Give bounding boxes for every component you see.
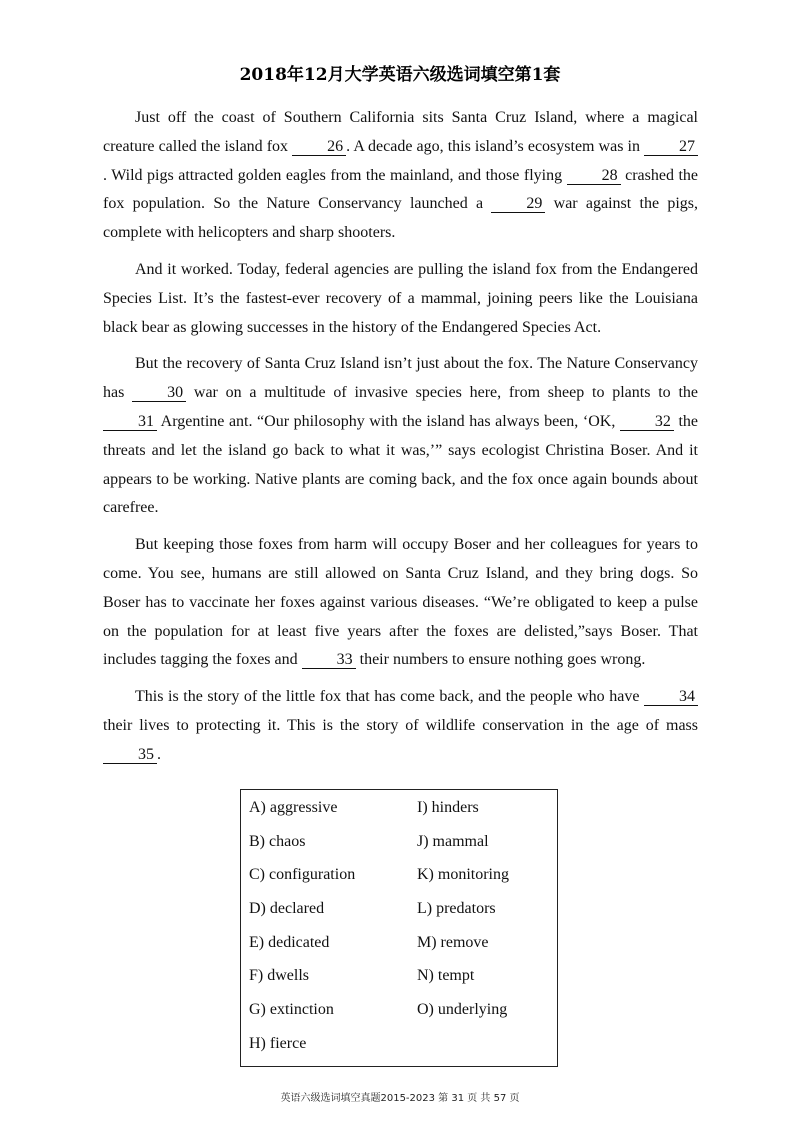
passage-text: But keeping those foxes from harm will occupy Boser and her colleagues for years to come. You see, humans are still allowed on Santa Cruz Island, and they bring dogs. So Boser has to vaccinate her foxes against various diseases. “We’re obligated to keep a pulse on the population for at least five years after the foxes are delisted,”says Boser. That includes tagging the foxes and [103, 536, 698, 669]
passage-text: crashed the fox population. So the Nature Conservancy launched a [103, 166, 699, 213]
option-b: B) chaos [249, 832, 306, 850]
passage-text: . A decade ago, this island’s ecosystem was in [346, 137, 645, 155]
passage-text: . Wild pigs attracted golden eagles from the mainland, and those flying [103, 166, 567, 184]
passage-text: their numbers to ensure nothing goes wrong. [355, 651, 646, 669]
option-n: N) tempt [417, 967, 475, 985]
passage-text: their lives to protecting it. This is the story of wildlife conservation in the age of mass [103, 716, 698, 734]
option-j: J) mammal [417, 832, 489, 850]
blank-34: 34 [644, 689, 698, 706]
word-bank-right-column [417, 798, 509, 1034]
passage-text: Just off the coast of Southern California sits Santa Cruz Island, where a magical creature called the island fox [103, 109, 698, 155]
option-k: K) monitoring [417, 866, 509, 884]
blank-32: 32 [620, 414, 674, 431]
paragraph-5 [103, 683, 698, 769]
paragraph-3 [103, 350, 698, 523]
option-g: G) extinction [249, 1001, 334, 1019]
passage-text: the threats and let the island go back to what it was,’” says ecologist Christina Boser. And it appears to be working. Native plants are coming back, and the fox once again bounds about carefree. [103, 412, 699, 517]
word-bank-box [240, 789, 558, 1067]
option-e: E) dedicated [249, 933, 330, 951]
blank-26: 26 [292, 139, 346, 156]
passage-text: This is the story of the little fox that has come back, and the people who have [135, 688, 644, 706]
page-footer: 英语六级选词填空真题2015-2023 第 31 页 共 57 页 [280, 1093, 520, 1104]
option-d: D) declared [249, 900, 325, 918]
paragraph-4 [103, 531, 698, 675]
paragraph-2: And it worked. Today, federal agencies are pulling the island fox from the Endangered Species List. It’s the fastest-ever recovery of a mammal, joining peers like the Louisiana black bear as glowing successes in the history of the Endangered Species Act. [103, 260, 698, 336]
paragraph-1 [103, 104, 698, 248]
option-i: I) hinders [417, 799, 479, 816]
option-f: F) dwells [249, 967, 309, 985]
blank-30: 30 [132, 385, 186, 402]
option-a: A) aggressive [249, 799, 338, 816]
word-bank-left-column [249, 798, 355, 1068]
blank-35: 35 [103, 747, 157, 764]
passage-text: But the recovery of Santa Cruz Island isn’t just about the fox. The Nature Conservancy has [103, 355, 698, 402]
blank-29: 29 [491, 196, 545, 213]
passage-text: war against the pigs, complete with helicopters and sharp shooters. [103, 195, 698, 242]
blank-31: 31 [103, 414, 157, 431]
passage-text: Argentine ant. “Our philosophy with the island has always been, ‘OK, [157, 412, 620, 430]
passage-text: . [157, 745, 161, 763]
passage-text: war on a multitude of invasive species here, from sheep to plants to the [186, 384, 699, 402]
option-o: O) underlying [417, 1001, 508, 1019]
blank-27: 27 [644, 139, 698, 156]
option-h: H) fierce [249, 1034, 307, 1052]
passage [103, 104, 698, 778]
page-title: 2018年12月大学英语六级选词填空第1套 [239, 65, 561, 85]
option-m: M) remove [417, 933, 489, 951]
blank-28: 28 [567, 168, 621, 185]
option-l: L) predators [417, 900, 496, 918]
blank-33: 33 [302, 652, 356, 669]
option-c: C) configuration [249, 866, 356, 884]
